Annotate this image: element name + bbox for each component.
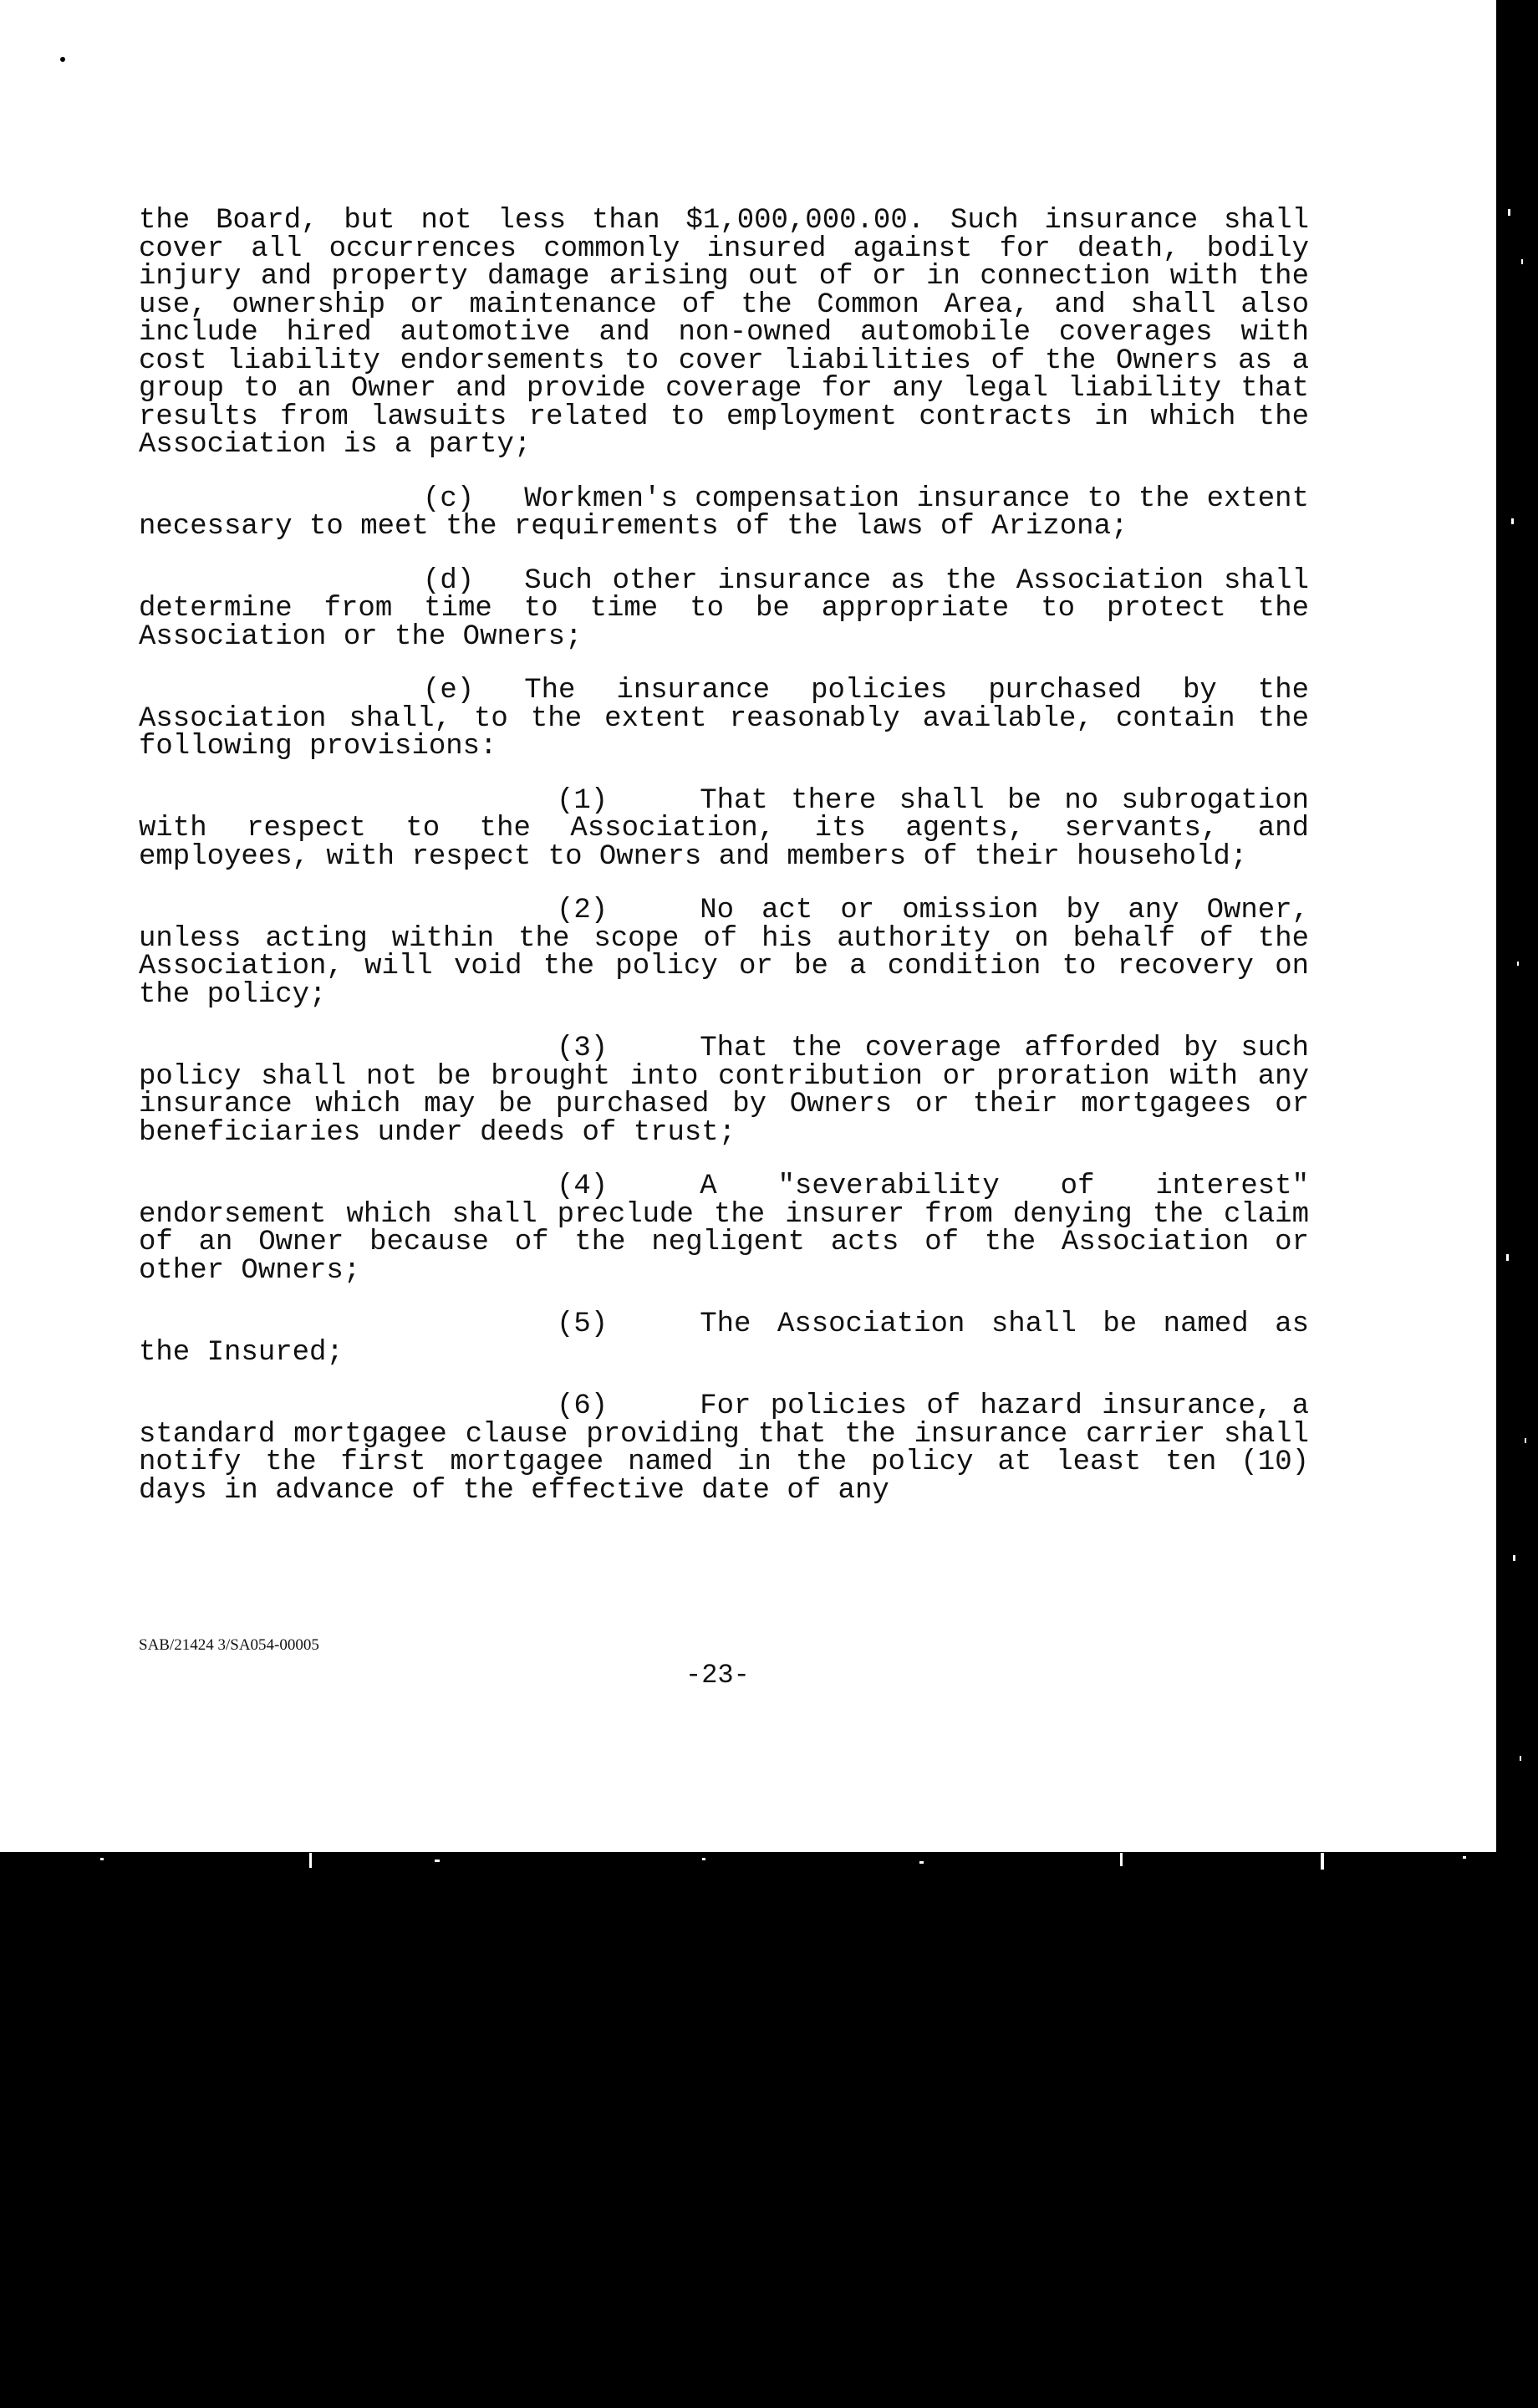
provision-6 [139,1390,1309,1507]
provision-5-text: The Association shall be named as the Insured; [139,1309,1309,1369]
scan-speck [60,57,65,62]
scan-bottom-noise [0,1853,1538,1878]
scan-speck [1506,1254,1509,1261]
scan-speck [1517,962,1519,966]
provision-6-text: For policies of hazard insurance, a standard mortgagee clause providing that the insurance carrier shall notify the first mortgagee named in the policy at least ten (10) days in advance of the effective date of any [139,1390,1309,1507]
scan-speck [1508,209,1510,216]
document-body [139,207,1309,1531]
provision-4 [139,1173,1309,1285]
provision-2-text: No act or omission by any Owner, unless acting within the scope of his authority on behalf of the Association, will void the policy or be a condition to recovery on the policy; [139,895,1309,1011]
paragraph-opening: the Board, but not less than $1,000,000.00. Such insurance shall cover all occurrences commonly insured against for death, bodily injury and property damage arising out of or in connection with the use, ownership or maintenance of the Common Area, and shall also include hired automotive and non-owned automobile coverages with cost liability endorsements to cover liabilities of the Owners as a group to an Owner and provide coverage for any legal liability that results from lawsuits related to employment contracts in which the Association is a party; [139,205,1309,461]
provision-6-label: (6) [557,1390,609,1422]
provision-1 [139,784,1309,873]
provision-3-label: (3) [557,1033,609,1064]
scan-speck [100,1858,104,1860]
paragraph-c-label: (c) [423,482,475,515]
scan-speck [919,1861,924,1864]
provision-2-label: (2) [557,895,609,926]
provision-3-text: That the coverage afforded by such policy shall not be brought into contribution or proration with any insurance which may be purchased by Owners or their mortgagees or beneficiaries under deeds of trust; [139,1033,1309,1149]
paragraph-c-text: Workmen's compensation insurance to the extent necessary to meet the requirements of the laws of Arizona; [139,482,1309,543]
scan-speck [1321,1853,1324,1870]
provision-2 [139,897,1309,1009]
scan-speck [1520,1756,1521,1761]
scan-speck [1120,1853,1123,1866]
provision-5 [139,1311,1309,1367]
scan-speck [435,1860,440,1862]
scan-speck [1463,1856,1466,1859]
paragraph-c [139,482,1309,543]
scan-edge-noise [1496,0,1538,1852]
scan-speck [1513,1555,1515,1561]
paragraph-e [139,677,1309,762]
provision-5-label: (5) [557,1309,609,1340]
paragraph-e-text: The insurance policies purchased by the Association shall, to the extent reasonably available, contain the following provisions: [139,675,1309,763]
page-number: -23- [685,1660,750,1691]
provision-3 [139,1035,1309,1147]
paragraph-d [139,564,1309,653]
document-footer-id: SAB/21424 3/SA054-00005 [139,1636,319,1654]
provision-1-label: (1) [557,784,609,817]
provision-4-text: A "severability of interest" endorsement which shall preclude the insurer from denying the claim of an Owner because of the negligent acts of the Association or other Owners; [139,1171,1309,1287]
provision-4-label: (4) [557,1171,609,1202]
paragraph-d-label: (d) [423,564,475,597]
provision-1-text: That there shall be no subrogation with respect to the Association, its agents, servants, and employees, with respect to Owners and members of their household; [139,784,1309,873]
paragraph-d-text: Such other insurance as the Association shall determine from time to time to be appropriate to protect the Association or the Owners; [139,564,1309,653]
scan-speck [309,1853,312,1868]
scan-speck [1511,518,1514,524]
scan-speck [1521,259,1523,264]
paragraph-e-label: (e) [423,675,475,707]
scan-speck [1525,1438,1526,1443]
scan-speck [702,1858,705,1860]
